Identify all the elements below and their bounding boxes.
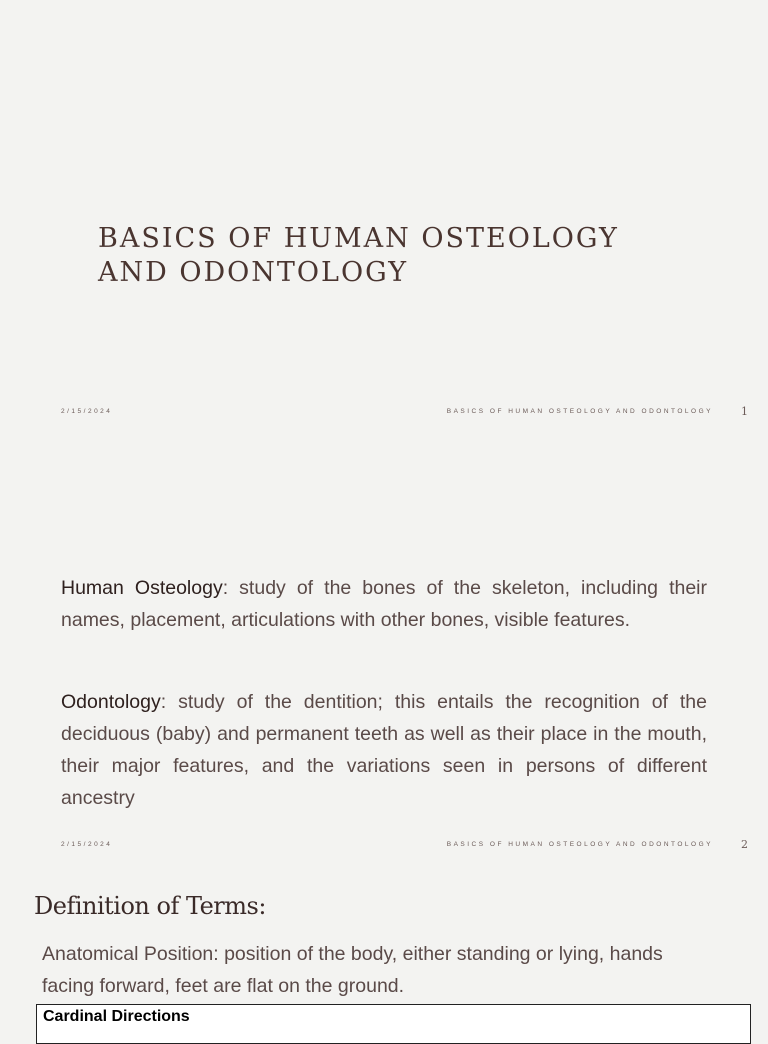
title-line-1: BASICS OF HUMAN OSTEOLOGY — [98, 223, 619, 254]
footer-date: 2/15/2024 — [61, 408, 113, 415]
odontology-definition — [61, 686, 707, 814]
title-line-2: AND ODONTOLOGY — [98, 257, 409, 288]
footer-date: 2/15/2024 — [61, 841, 113, 848]
page-number: 1 — [741, 405, 748, 418]
osteology-term: Human Osteology — [61, 577, 223, 599]
definition-heading: Definition of Terms: — [34, 892, 266, 920]
odontology-text: : study of the dentition; this entails the recognition of the deciduous (baby) and permanent teeth as well as their place in the mouth, their major features, and the variations seen in persons of different ancestry — [61, 691, 707, 809]
slide-3 — [0, 866, 768, 1024]
slide-title — [98, 222, 698, 290]
osteology-definition — [61, 572, 707, 636]
cardinal-directions-box — [36, 1004, 751, 1044]
slide-1 — [0, 0, 768, 433]
anatomical-position-text: Anatomical Position: position of the body, either standing or lying, hands facing forward, feet are flat on the ground. — [42, 943, 663, 997]
slide-2 — [0, 433, 768, 866]
cardinal-directions-label: Cardinal Directions — [43, 1008, 190, 1025]
odontology-term: Odontology — [61, 691, 161, 713]
slide-footer — [0, 838, 768, 852]
slide-footer — [0, 405, 768, 419]
osteology-text: : study of the bones of the skeleton, including their names, placement, articulations with other bones, visible features. — [61, 577, 708, 631]
footer-title: BASICS OF HUMAN OSTEOLOGY AND ODONTOLOGY — [446, 408, 713, 415]
footer-title: BASICS OF HUMAN OSTEOLOGY AND ODONTOLOGY — [446, 841, 713, 848]
page-number: 2 — [741, 838, 748, 851]
